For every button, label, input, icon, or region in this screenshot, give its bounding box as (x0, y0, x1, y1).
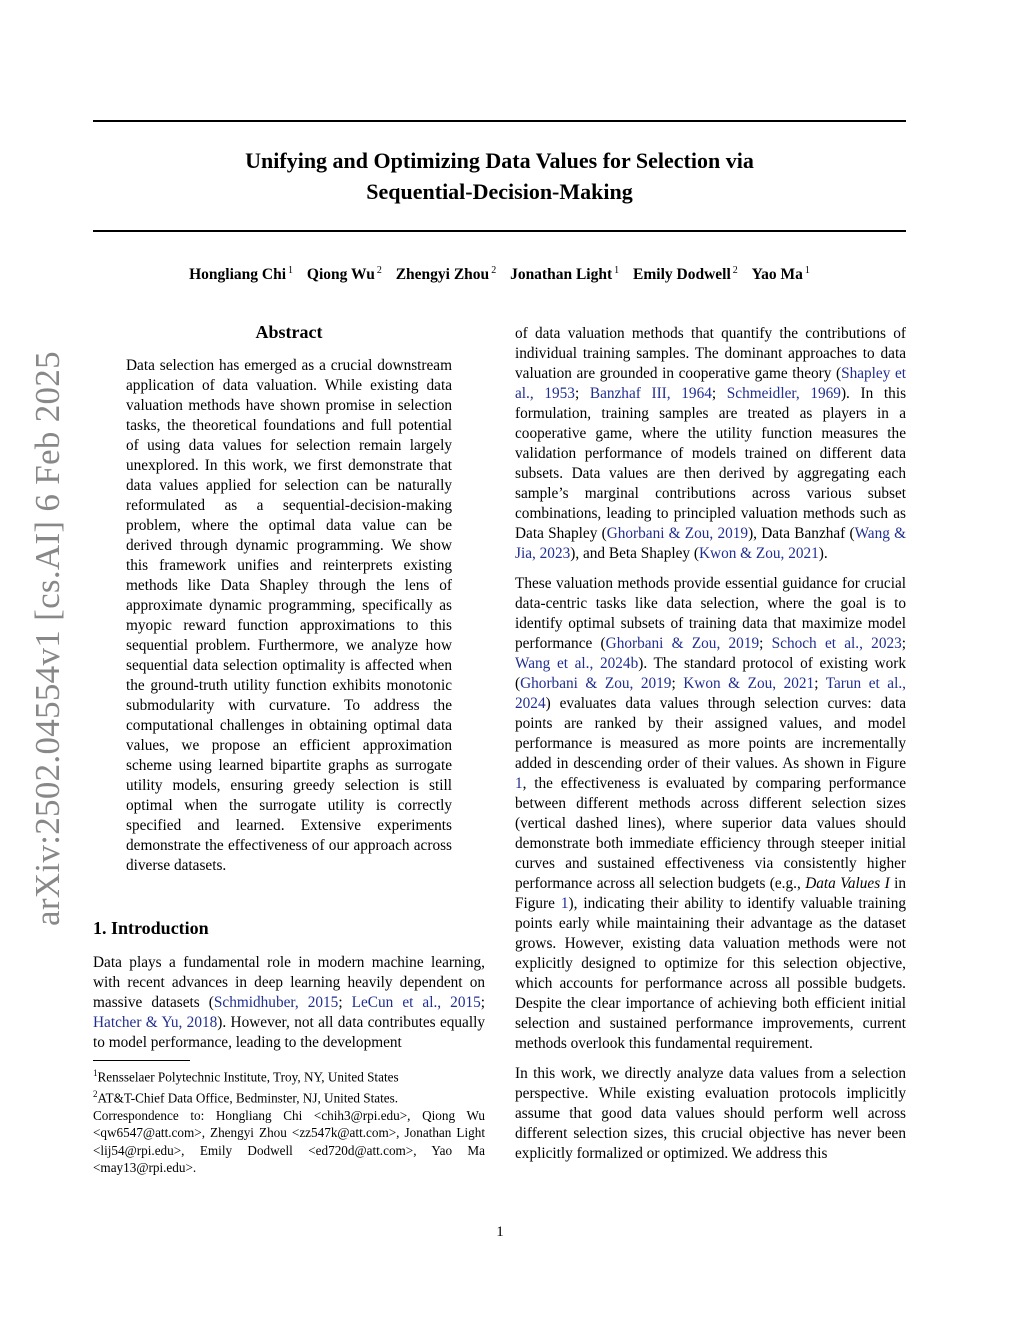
citation-link[interactable]: Wang & Jia, 2023 (515, 525, 906, 562)
footnote-rule (93, 1060, 190, 1061)
author (752, 266, 810, 283)
affiliation-footnote (93, 1065, 485, 1177)
author-list (93, 265, 906, 284)
author-name: Yao Ma (751, 266, 803, 284)
citation-link[interactable]: LeCun et al., 2015 (351, 994, 481, 1011)
paper-title (93, 145, 906, 207)
citation-link[interactable]: Ghorbani & Zou, 2019 (605, 635, 760, 652)
page-number: 1 (496, 1224, 504, 1240)
author-name: Qiong Wu (306, 266, 375, 284)
figure-reference-link[interactable]: 1 (515, 775, 523, 792)
citation-link[interactable]: Kwon & Zou, 2021 (683, 675, 815, 692)
citation-link[interactable]: Banzhaf III, 1964 (589, 385, 712, 402)
author-affiliation-mark: 2 (732, 265, 738, 276)
abstract-text: Data selection has emerged as a crucial downstream application of data valuation. While existing data valuation methods have shown promise in selection tasks, the theoretical foundations and full potential of using data values for selection remain largely unexplored. In this work, we first demonstrate that data values applied for selection can be naturally reformulated as a sequential-decision-making problem, where the optimal data value can be derived through dynamic programming. We show this framework unifies and reinterprets existing methods like Data Shapley through the lens of approximate dynamic programming, specifically as myopic reward function approximations to this sequential problem. Furthermore, we analyze how sequential data selection optimality is affected when the ground-truth utility function exhibits monotonic submodularity with curvature. To address the computational challenges in obtaining optimal data values, we propose an efficient approximation scheme using learned bipartite graphs as surrogate utility models, ensuring greedy selection is still optimal when the surrogate utility is correctly specified and learned. Extensive experiments demonstrate the effectiveness of our approach across diverse datasets. (126, 357, 452, 874)
arxiv-identifier: arXiv:2502.04554v1 [cs.AI] 6 Feb 2025 (28, 351, 67, 926)
author (307, 266, 382, 283)
author-name: Zhengyi Zhou (395, 266, 490, 284)
citation-link[interactable]: Schmeidler, 1969 (726, 385, 841, 402)
author-name: Emily Dodwell (633, 266, 731, 284)
introduction-body-right (515, 324, 906, 1174)
citation-link[interactable]: Hatcher & Yu, 2018 (93, 1014, 218, 1031)
figure-reference-link[interactable]: 1 (560, 895, 569, 912)
author-affiliation-mark: 2 (491, 265, 497, 276)
citation-link[interactable]: Kwon & Zou, 2021 (698, 545, 819, 562)
title-line-2: Sequential-Decision-Making (366, 179, 633, 204)
footnote-affiliation-1: $^1$Rensselaer Polytechnic Institute, Troy, NY, United States (93, 1068, 399, 1085)
author (633, 266, 738, 283)
author (189, 266, 293, 283)
author-name: Hongliang Chi (189, 266, 287, 284)
author (510, 266, 619, 283)
citation-link[interactable]: Schoch et al., 2023 (771, 635, 902, 652)
author-affiliation-mark: 2 (376, 265, 382, 276)
author-affiliation-mark: 1 (288, 265, 294, 276)
footnote-affiliation-2: $^2$AT&T-Chief Data Office, Bedminster, NJ, United States. (93, 1088, 399, 1106)
citation-link[interactable]: Tarun et al., 2024 (515, 675, 906, 712)
title-line-1: Unifying and Optimizing Data Values for Selection via (245, 148, 754, 173)
intro-paragraph-2: These valuation methods provide essential guidance for crucial data-centric tasks like data selection, where the goal is to identify optimal subsets of training data that maximize model performance (Ghorbani & Zou, 2019; Schoch et al., 2023; Wang et al., 2024b). The standard protocol of existing work (Ghorbani & Zou, 2019; Kwon & Zou, 2021; Tarun et al., 2024) evaluates data values through selection curves: data points are ranked by their assigned values, and model performance is measured as more points are incrementally added in descending order of their values. As shown in Figure 1, the effectiveness is evaluated by comparing performance between different methods across different selection sizes (vertical dashed lines), where superior data values should demonstrate both immediate efficiency through steeper initial curves and sustained effectiveness via consistently higher performance across all selection budgets (e.g., Data Values I in Figure 1), indicating their ability to identify valuable training points early while maintaining their advantage as the dataset grows. However, existing data valuation methods were not explicitly designed to optimize for this selection objective, which accounts for performance across all possible budgets. Despite the clear importance of achieving both efficient initial selection and sustained performance improvements, current methods overlook this fundamental requirement. (515, 575, 907, 1052)
citation-link[interactable]: Shapley et al., 1953 (515, 365, 906, 402)
intro-paragraph-1: Data plays a fundamental role in modern machine learning, with recent advances in deep learning heavily dependent on massive datasets (Schmidhuber, 2015; LeCun et al., 2015; Hatcher & Yu, 2018). However, not all data contributes equally to model performance, leading to the development (93, 954, 486, 1051)
footnote-correspondence: Correspondence to: Hongliang Chi <chih3@rpi.edu>, Qiong Wu <qw6547@att.com>, Zhengyi Zhou <zz547k@att.com>, Jonathan Light <lij54@rpi.edu>, Emily Dodwell <ed720d@att.com>, Yao Ma <may13@rpi.edu>. (93, 1107, 485, 1176)
emphasis-text: Data Values I (805, 875, 890, 892)
abstract-body (126, 356, 452, 886)
introduction-body-left (93, 953, 485, 1063)
author-name: Jonathan Light (510, 266, 613, 284)
intro-paragraph-3: In this work, we directly analyze data values from a selection perspective. While existing evaluation protocols implicitly assume that good data values should perform well across different selection sizes, this crucial objective has never been explicitly formalized or optimized. We address this (515, 1065, 906, 1162)
abstract-heading: Abstract (255, 322, 323, 342)
author-affiliation-mark: 1 (614, 265, 620, 276)
citation-link[interactable]: Ghorbani & Zou, 2019 (520, 675, 672, 692)
author-affiliation-mark: 1 (804, 265, 810, 276)
title-bottom-rule (93, 230, 906, 232)
intro-paragraph-1-continued: of data valuation methods that quantify the contributions of individual training samples. The dominant approaches to data valuation are grounded in cooperative game theory (Shapley et al., 1953; Banzhaf III, 1964; Schmeidler, 1969). In this formulation, training samples are treated as players in a cooperative game, where the utility function measures the validation performance of models trained on different data subsets. Data values are then derived by aggregating each sample’s marginal contributions across various subset combinations, leading to principled valuation methods such as Data Shapley (Ghorbani & Zou, 2019), Data Banzhaf (Wang & Jia, 2023), and Beta Shapley (Kwon & Zou, 2021). (515, 325, 907, 562)
citation-link[interactable]: Schmidhuber, 2015 (213, 994, 339, 1011)
author (396, 266, 496, 283)
introduction-heading: 1. Introduction (93, 918, 209, 938)
citation-link[interactable]: Wang et al., 2024b (515, 655, 639, 672)
citation-link[interactable]: Ghorbani & Zou, 2019 (606, 525, 749, 542)
title-top-rule (93, 120, 906, 122)
